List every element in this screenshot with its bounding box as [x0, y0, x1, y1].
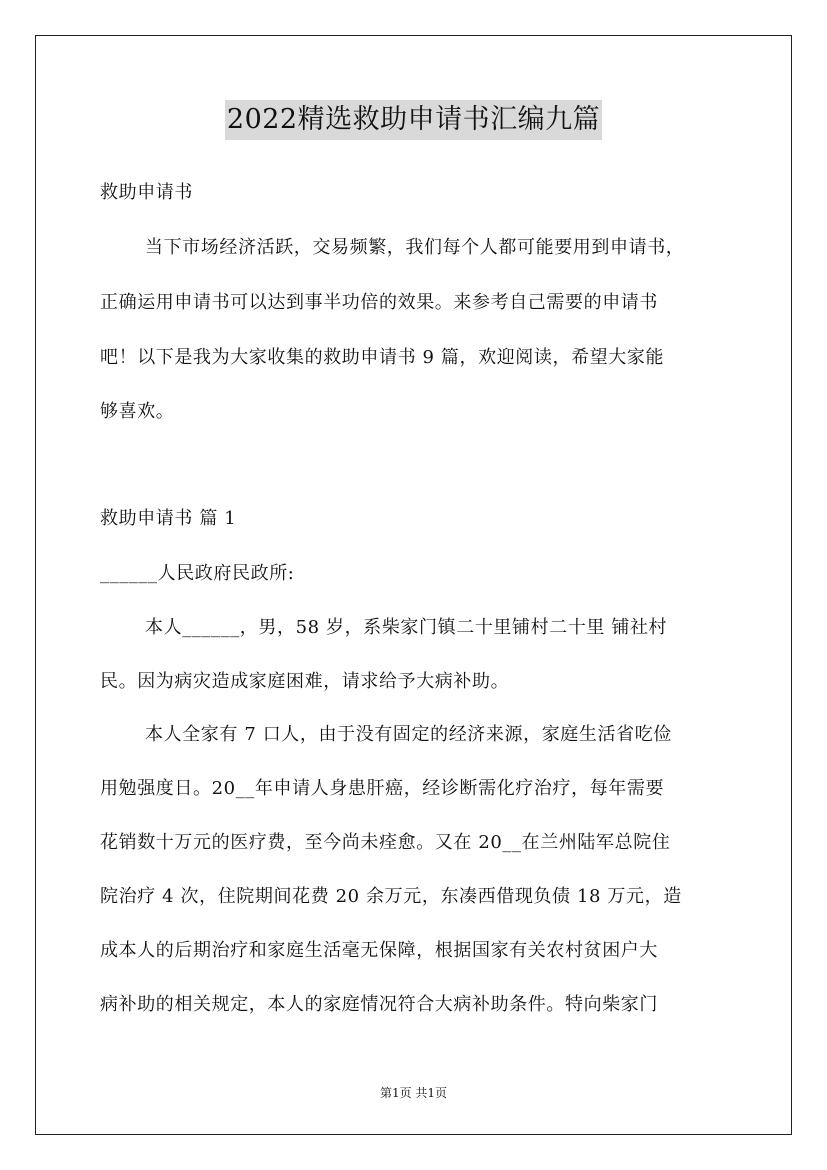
intro-line-1: 当下市场经济活跃，交易频繁，我们每个人都可能要用到申请书，	[145, 237, 685, 258]
para2-line-3: 花销数十万元的医疗费，至今尚未痊愈。又在 20__在兰州陆军总院住	[100, 832, 671, 853]
page-footer: 第1页 共1页	[379, 1086, 448, 1100]
para2-line-6: 病补助的相关规定，本人的家庭情况符合大病补助条件。特向柴家门	[100, 994, 658, 1015]
intro-line-2: 正确运用申请书可以达到事半功倍的效果。来参考自己需要的申请书	[100, 292, 658, 313]
para2-line-2: 用勉强度日。20__年申请人身患肝癌，经诊断需化疗治疗，每年需要	[100, 778, 665, 799]
para2-line-1: 本人全家有 7 口人，由于没有固定的经济来源，家庭生活省吃俭	[145, 724, 672, 745]
para2-line-5: 成本人的后期治疗和家庭生活毫无保障，根据国家有关农村贫困户大	[100, 940, 658, 961]
title-container	[0, 100, 827, 140]
section-heading: 救助申请书 篇 1	[100, 508, 237, 529]
intro-line-3: 吧！以下是我为大家收集的救助申请书 9 篇，欢迎阅读，希望大家能	[100, 347, 665, 368]
salutation: ______人民政府民政所:	[100, 563, 295, 584]
para1-line-1: 本人______，男，58 岁，系柴家门镇二十里铺村二十里 铺社村	[145, 617, 668, 638]
para2-line-4: 院治疗 4 次，住院期间花费 20 余万元，东凑西借现负债 18 万元，造	[100, 886, 682, 907]
intro-heading: 救助申请书	[100, 182, 193, 203]
para1-line-2: 民。因为病灾造成家庭困难，请求给予大病补助。	[100, 671, 510, 692]
intro-line-4: 够喜欢。	[100, 401, 175, 422]
document-title: 2022精选救助申请书汇编九篇	[225, 100, 602, 140]
